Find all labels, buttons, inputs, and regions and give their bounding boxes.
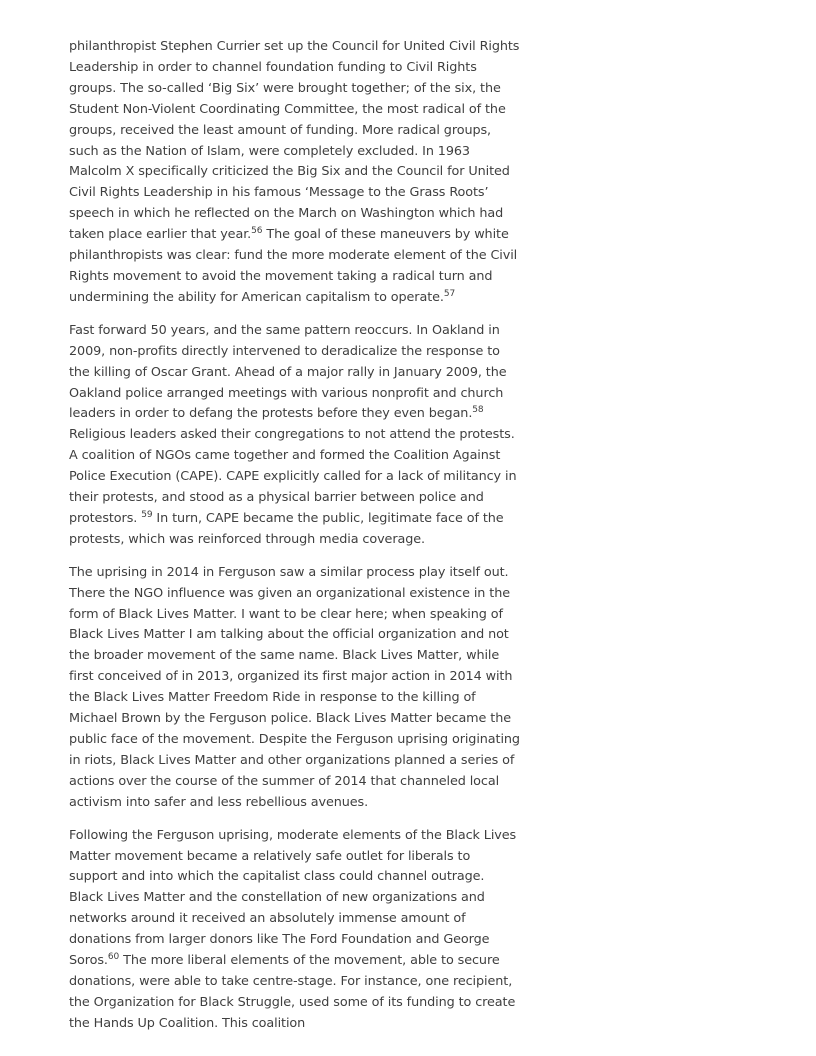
paragraph-4 (69, 826, 521, 1035)
paragraph-text: Fast forward 50 years, and the same pattern reoccurs. In Oakland in 2009, non-profits directly intervened to deradicalize the response to the killing of Oscar Grant. Ahead of a major rally in January 2009, the Oakland police arranged meetings with various nonprofit and church leaders in order to defang the protests before they even began. (69, 322, 507, 422)
footnote-ref-60[interactable]: 60 (107, 952, 120, 963)
paragraph-2 (69, 321, 521, 551)
paragraph-text: Religious leaders asked their congregations to not attend the protests. A coalition of NGOs came together and formed the Coalition Against Police Execution (CAPE). CAPE explicitly called for a lack of militancy in their protests, and stood as a physical barrier between police and protestors. (69, 427, 517, 526)
paragraph-text: The more liberal elements of the movement, able to secure donations, were able to take centre-stage. For instance, one recipient, the Organization for Black Struggle, used some of its funding to create the Hands Up Coalition. This coalition (69, 953, 516, 1031)
footnote-ref-58[interactable]: 58 (472, 405, 484, 416)
article-body (69, 37, 521, 1047)
paragraph-text: philanthropist Stephen Currier set up the Council for United Civil Rights Leadership in order to channel foundation funding to Civil Rights groups. The so-called ‘Big Six’ were brought together; of the six, the Student Non-Violent Coordinating Committee, the most radical of the groups, received the least amount of funding. More radical groups, such as the Nation of Islam, were completely excluded. In 1963 Malcolm X specifically criticized the Big Six and the Council for United Civil Rights Leadership in his famous ‘Message to the Grass Roots’ speech in which he reflected on the March on Washington which had taken place earlier that year. (69, 39, 520, 243)
paragraph-text: The uprising in 2014 in Ferguson saw a similar process play itself out. There the NGO influence was given an organizational existence in the form of Black Lives Matter. I want to be clear here; when speaking of Black Lives Matter I am talking about the official organization and not the broader movement of the same name. Black Lives Matter, while first conceived of in 2013, organized its first major action in 2014 with the Black Lives Matter Freedom Ride in response to the killing of Michael Brown by the Ferguson police. Black Lives Matter became the public face of the movement. Despite the Ferguson uprising originating in riots, Black Lives Matter and other organizations planned a series of actions over the course of the summer of 2014 that channeled local activism into safer and less rebellious avenues. (69, 564, 520, 810)
paragraph-text: The goal of these maneuvers by white philanthropists was clear: fund the more moderate element of the Civil Rights movement to avoid the movement taking a radical turn and undermining the ability for American capitalism to operate. (69, 227, 518, 305)
paragraph-text: In turn, CAPE became the public, legitimate face of the protests, which was reinforced through media coverage. (69, 510, 504, 547)
footnote-ref-57[interactable]: 57 (443, 288, 456, 299)
paragraph-3 (69, 563, 521, 814)
footnote-ref-56[interactable]: 56 (251, 226, 263, 237)
paragraph-1 (69, 37, 521, 309)
paragraph-text: Following the Ferguson uprising, moderate elements of the Black Lives Matter movement became a relatively safe outlet for liberals to support and into which the capitalist class could channel outrage. Black Lives Matter and the constellation of new organizations and networks around it received an absolutely immense amount of donations from larger donors like The Ford Foundation and George Soros. (69, 827, 517, 969)
footnote-ref-59[interactable]: 59 (141, 509, 153, 520)
